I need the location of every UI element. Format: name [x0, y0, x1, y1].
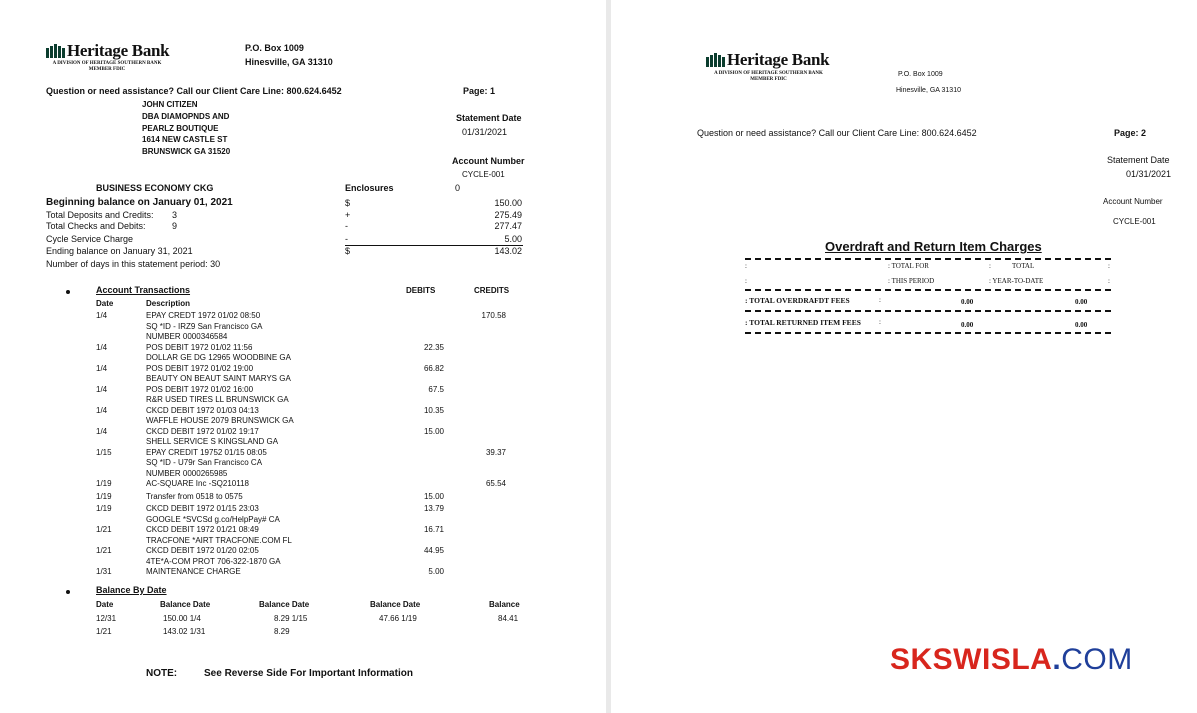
days-in-period: Number of days in this statement period: 30: [46, 259, 221, 269]
header-total-for: : TOTAL FOR: [888, 262, 929, 270]
statement-date-label: Statement Date: [456, 113, 522, 123]
watermark-com: COM: [1061, 643, 1133, 676]
watermark: [890, 643, 1133, 677]
transaction-description: CKCD DEBIT 1972 01/03 04:13: [146, 405, 259, 415]
transaction-description: 4TE*A-COM PROT 706-322-1870 GA: [146, 556, 281, 566]
transaction-debit: 15.00: [423, 491, 444, 501]
overdraft-fees-label: : TOTAL OVERDRAFDT FEES: [745, 296, 850, 305]
summary-sign: -: [345, 234, 348, 244]
summary-label: Total Checks and Debits:: [46, 221, 146, 231]
returned-item-fees-ytd: 0.00: [1075, 321, 1088, 329]
enclosures-label: Enclosures: [345, 183, 394, 193]
transaction-date: 1/4: [96, 363, 108, 373]
transaction-description: POS DEBIT 1972 01/02 19:00: [146, 363, 254, 373]
returned-item-fees-label: : TOTAL RETURNED ITEM FEES: [745, 318, 861, 327]
col-credits: CREDITS: [474, 286, 510, 295]
balance-header: Balance: [489, 600, 520, 609]
watermark-main: SKSWISLA: [890, 643, 1053, 676]
statement-date-label: Statement Date: [1107, 155, 1170, 165]
enclosures-value: 0: [455, 183, 461, 193]
po-box: P.O. Box 1009: [898, 71, 943, 78]
balance-cell: 12/31: [96, 614, 117, 623]
table-rule: [745, 289, 1111, 291]
transaction-date: 1/21: [96, 546, 112, 555]
table-rule: [745, 258, 1111, 260]
col-date: Date: [96, 299, 114, 308]
header-year-to-date: : YEAR-TO-DATE: [989, 277, 1044, 285]
row-colon: :: [879, 318, 881, 326]
transaction-debit: 66.82: [423, 363, 444, 373]
transaction-description: EPAY CREDT 1972 01/02 08:50: [146, 311, 261, 320]
balance-cell: 150.00 1/4: [163, 614, 201, 623]
header-this-period: : THIS PERIOD: [888, 277, 935, 285]
summary-amount: 275.49: [494, 210, 522, 220]
table-colon: :: [745, 262, 747, 270]
balance-cell: 8.29 1/15: [274, 614, 308, 623]
balance-title: Balance By Date: [96, 585, 167, 595]
summary-sign: $: [345, 246, 351, 256]
summary-sign: +: [345, 210, 351, 220]
po-box: P.O. Box 1009: [245, 43, 304, 53]
transaction-debit: 22.35: [423, 342, 444, 352]
page-number: Page: 2: [1114, 128, 1147, 138]
balance-cell: 143.02 1/31: [163, 627, 206, 636]
statement-date: 01/31/2021: [462, 127, 508, 137]
overdraft-title: Overdraft and Return Item Charges: [825, 239, 1042, 254]
care-line: Question or need assistance? Call our Client Care Line: 800.624.6452: [46, 86, 342, 96]
transaction-description: POS DEBIT 1972 01/02 11:56: [146, 342, 253, 352]
transaction-date: 1/19: [96, 479, 112, 488]
transaction-credit: 65.54: [485, 479, 506, 488]
transaction-date: 1/4: [96, 384, 108, 394]
transaction-description: AC-SQUARE Inc -SQ210118: [146, 479, 250, 488]
table-rule: [745, 332, 1111, 334]
col-debits: DEBITS: [406, 286, 436, 295]
account-type: BUSINESS ECONOMY CKG: [96, 183, 214, 193]
transaction-date: 1/4: [96, 405, 108, 415]
transaction-description: POS DEBIT 1972 01/02 16:00: [146, 384, 254, 394]
transaction-date: 1/19: [96, 491, 112, 501]
transaction-description: Transfer from 0518 to 0575: [146, 491, 243, 501]
account-number: CYCLE-001: [1113, 217, 1156, 226]
transaction-description: DOLLAR GE DG 12965 WOODBINE GA: [146, 353, 291, 362]
balance-cell: 84.41: [498, 614, 519, 623]
transaction-debit: 44.95: [423, 546, 444, 555]
header-colon: :: [989, 262, 991, 270]
summary-sign: -: [345, 221, 348, 231]
bank-city: Hinesville, GA 31310: [245, 57, 333, 67]
transaction-date: 1/21: [96, 525, 112, 534]
account-number-label: Account Number: [452, 156, 525, 166]
summary-amount: 143.02: [494, 246, 522, 256]
transaction-description: R&R USED TIRES LL BRUNSWICK GA: [146, 395, 289, 404]
table-colon: :: [1108, 277, 1110, 285]
bank-division: A DIVISION OF HERITAGE SOUTHERN BANK MEMBER FDIC: [714, 71, 823, 82]
note-label: NOTE:: [146, 668, 178, 679]
summary-amount: 5.00: [504, 234, 522, 244]
watermark-dot: .: [1052, 643, 1062, 676]
table-rule: [745, 310, 1111, 312]
care-line: Question or need assistance? Call our Client Care Line: 800.624.6452: [697, 128, 977, 138]
transaction-description: EPAY CREDIT 19752 01/15 08:05: [146, 447, 267, 457]
summary-amount: 150.00: [494, 198, 522, 208]
summary-sign: $: [345, 198, 351, 208]
bank-city: Hinesville, GA 31310: [896, 87, 961, 94]
transaction-description: CKCD DEBIT 1972 01/15 23:03: [146, 504, 259, 513]
transactions-title: Account Transactions: [96, 285, 191, 295]
transaction-description: SQ *ID - IRZ9 San Francisco GA: [146, 321, 263, 331]
transaction-debit: 10.35: [423, 405, 444, 415]
header-total: TOTAL: [1012, 262, 1035, 270]
balance-cell: 47.66 1/19: [379, 614, 417, 623]
bank-division: A DIVISION OF HERITAGE SOUTHERN BANK MEMBER FDIC: [52, 61, 162, 72]
transaction-date: 1/19: [96, 504, 112, 513]
transaction-debit: 16.71: [423, 525, 444, 534]
transaction-description: CKCD DEBIT 1972 01/20 02:05: [146, 546, 259, 555]
transaction-description: NUMBER 0000265985: [146, 468, 228, 478]
bank-logo-icon: [46, 44, 66, 58]
account-number-label: Account Number: [1103, 197, 1163, 206]
bank-name: Heritage Bank: [67, 41, 170, 60]
transaction-date: 1/4: [96, 426, 108, 436]
statement-date: 01/31/2021: [1126, 169, 1172, 179]
transaction-credit: 39.37: [485, 447, 506, 457]
statement-page-2: [611, 0, 1197, 713]
summary-label: Total Deposits and Credits:: [46, 210, 154, 220]
bullet-icon: [66, 290, 70, 294]
transaction-credit: 170.58: [481, 311, 506, 320]
balance-header: Date: [96, 600, 114, 609]
balance-header: Balance Date: [160, 600, 211, 609]
transaction-description: CKCD DEBIT 1972 01/21 08:49: [146, 525, 259, 534]
account-number: CYCLE-001: [462, 170, 505, 179]
summary-label: Beginning balance on January 01, 2021: [46, 197, 233, 208]
summary-count: 3: [172, 210, 178, 220]
summary-label: Ending balance on January 31, 2021: [46, 246, 193, 256]
bank-logo-icon: [706, 53, 726, 67]
row-colon: :: [879, 296, 881, 304]
transaction-description: SHELL SERVICE S KINGSLAND GA: [146, 437, 279, 446]
transaction-date: 1/4: [96, 342, 108, 352]
overdraft-fees-period: 0.00: [961, 298, 974, 306]
summary-amount: 277.47: [494, 221, 522, 231]
balance-cell: 1/21: [96, 627, 112, 636]
transaction-date: 1/15: [96, 447, 112, 457]
balance-header: Balance Date: [259, 600, 310, 609]
col-description: Description: [146, 299, 191, 308]
customer-address: JOHN CITIZEN DBA DIAMOPNDS AND PEARLZ BOUTIQUE 1614 NEW CASTLE ST BRUNSWICK GA 31520: [142, 100, 231, 157]
transaction-date: 1/4: [96, 311, 108, 320]
balance-cell: 8.29: [274, 627, 290, 636]
transaction-description: CKCD DEBIT 1972 01/02 19:17: [146, 426, 259, 436]
page-number: Page: 1: [463, 86, 496, 96]
transaction-description: SQ *ID - U79r San Francisco CA: [146, 458, 263, 467]
transaction-debit: 5.00: [428, 567, 444, 576]
overdraft-fees-ytd: 0.00: [1075, 298, 1088, 306]
bank-name: Heritage Bank: [727, 50, 830, 69]
transaction-description: BEAUTY ON BEAUT SAINT MARYS GA: [146, 374, 291, 383]
returned-item-fees-period: 0.00: [961, 321, 974, 329]
balance-header: Balance Date: [370, 600, 421, 609]
summary-count: 9: [172, 221, 178, 231]
transaction-description: GOOGLE *SVCSd g.co/HelpPay# CA: [146, 514, 280, 524]
transaction-debit: 67.5: [428, 384, 444, 394]
bullet-icon: [66, 590, 70, 594]
summary-label: Cycle Service Charge: [46, 234, 134, 244]
table-colon: :: [745, 277, 747, 285]
transaction-description: WAFFLE HOUSE 2079 BRUNSWICK GA: [146, 416, 294, 425]
transaction-date: 1/31: [96, 567, 112, 576]
transaction-description: TRACFONE *AIRT TRACFONE.COM FL: [146, 535, 292, 545]
transaction-description: MAINTENANCE CHARGE: [146, 567, 241, 576]
transaction-description: NUMBER 0000346584: [146, 332, 228, 341]
transaction-debit: 13.79: [423, 504, 444, 513]
table-colon: :: [1108, 262, 1110, 270]
note-text: See Reverse Side For Important Information: [204, 668, 413, 679]
transaction-debit: 15.00: [423, 426, 444, 436]
